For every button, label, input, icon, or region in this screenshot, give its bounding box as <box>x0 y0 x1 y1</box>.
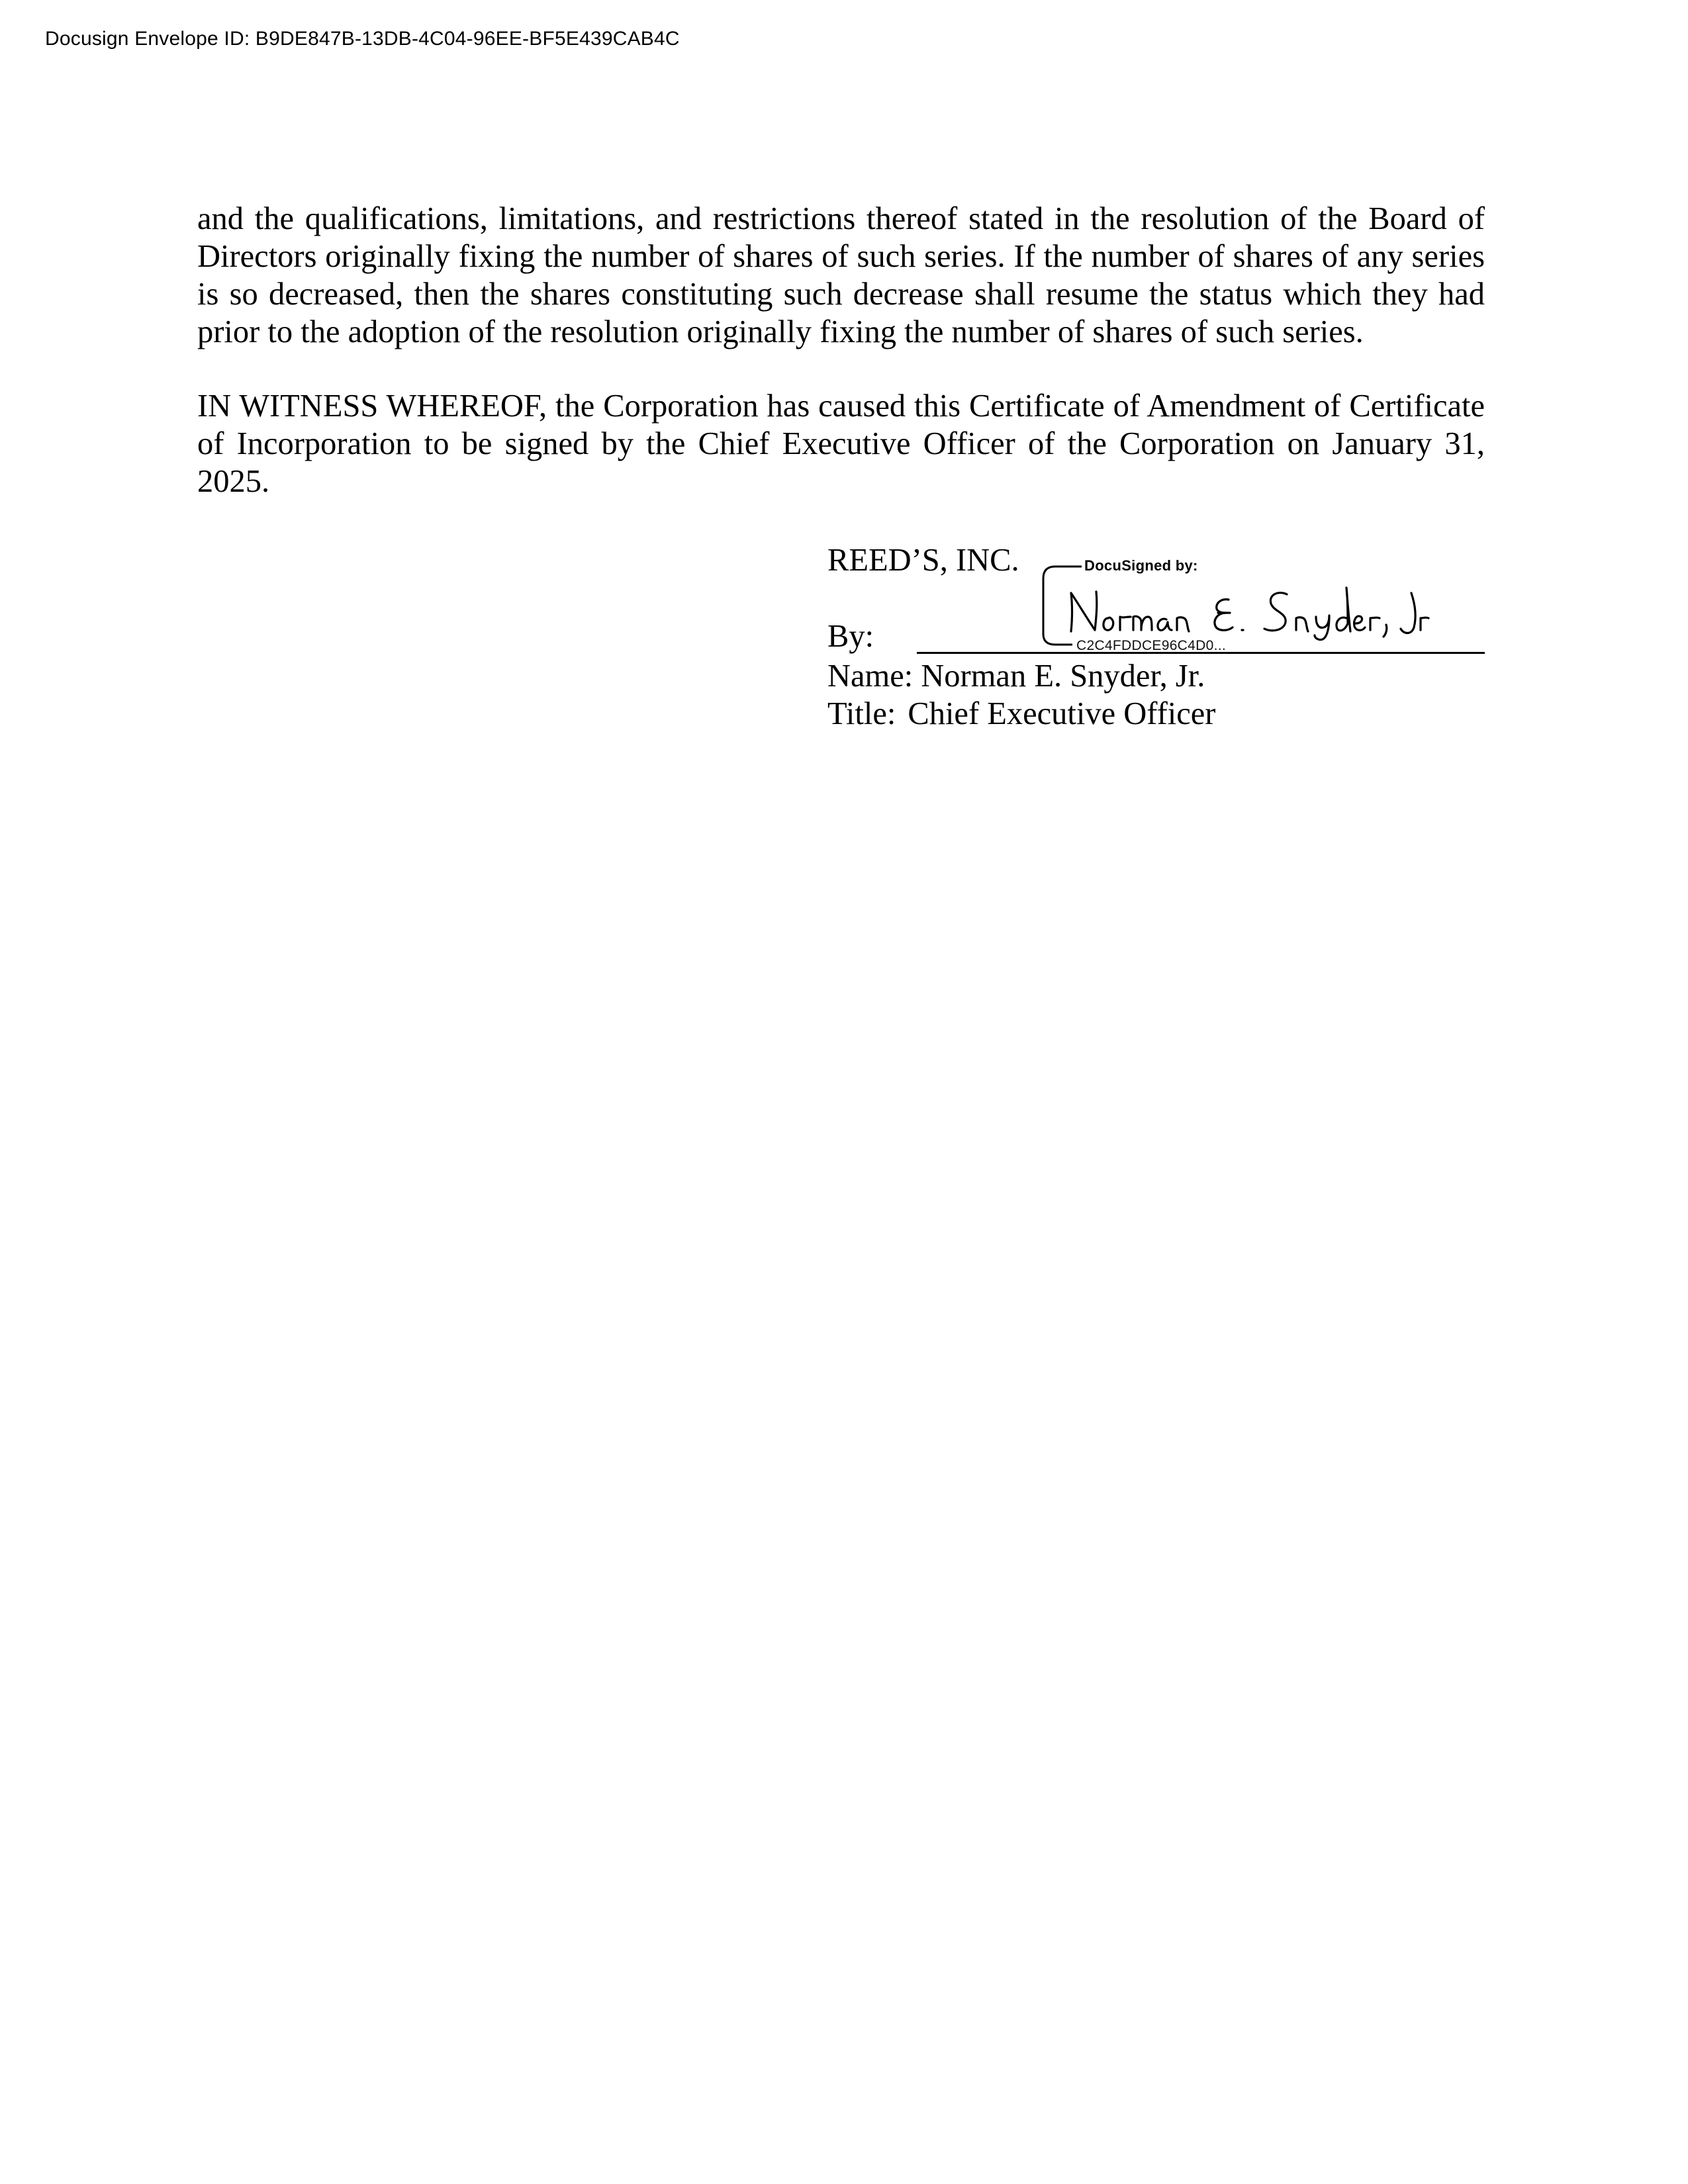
envelope-id: Docusign Envelope ID: B9DE847B-13DB-4C04-96EE-BF5E439CAB4C <box>45 28 680 50</box>
body-paragraph-resolution: and the qualifications, limitations, and restrictions thereof stated in the resolution of the Board of Directors originally fixing the number of shares of such series. If the number of shares of any series is so decreased, then the shares constituting such decrease shall resume the status which they had prior to the adoption of the resolution originally fixing the number of shares of such series. <box>197 201 1485 349</box>
body-paragraph-witness: IN WITNESS WHEREOF, the Corporation has caused this Certificate of Amendment of Certificate of Incorporation to be signed by the Chief Executive Officer of the Corporation on January 31, 2025. <box>197 388 1485 499</box>
signature-by-label: By: <box>827 619 874 654</box>
signature-name-label: Name: <box>827 659 914 694</box>
handwritten-signature <box>1059 578 1430 641</box>
docusign-label: DocuSigned by: <box>1084 557 1198 574</box>
docusign-code: C2C4FDDCE96C4D0... <box>1076 638 1226 653</box>
signature-title-value: Chief Executive Officer <box>908 696 1216 731</box>
signature-title-label: Title: <box>827 696 896 731</box>
signature-title-row <box>827 695 1215 733</box>
signature-name-row <box>827 657 1205 695</box>
docusign-signature-stamp <box>1033 555 1496 660</box>
signature-name-value: Norman E. Snyder, Jr. <box>921 659 1205 694</box>
signature-company-name: REED’S, INC. <box>827 543 1019 578</box>
